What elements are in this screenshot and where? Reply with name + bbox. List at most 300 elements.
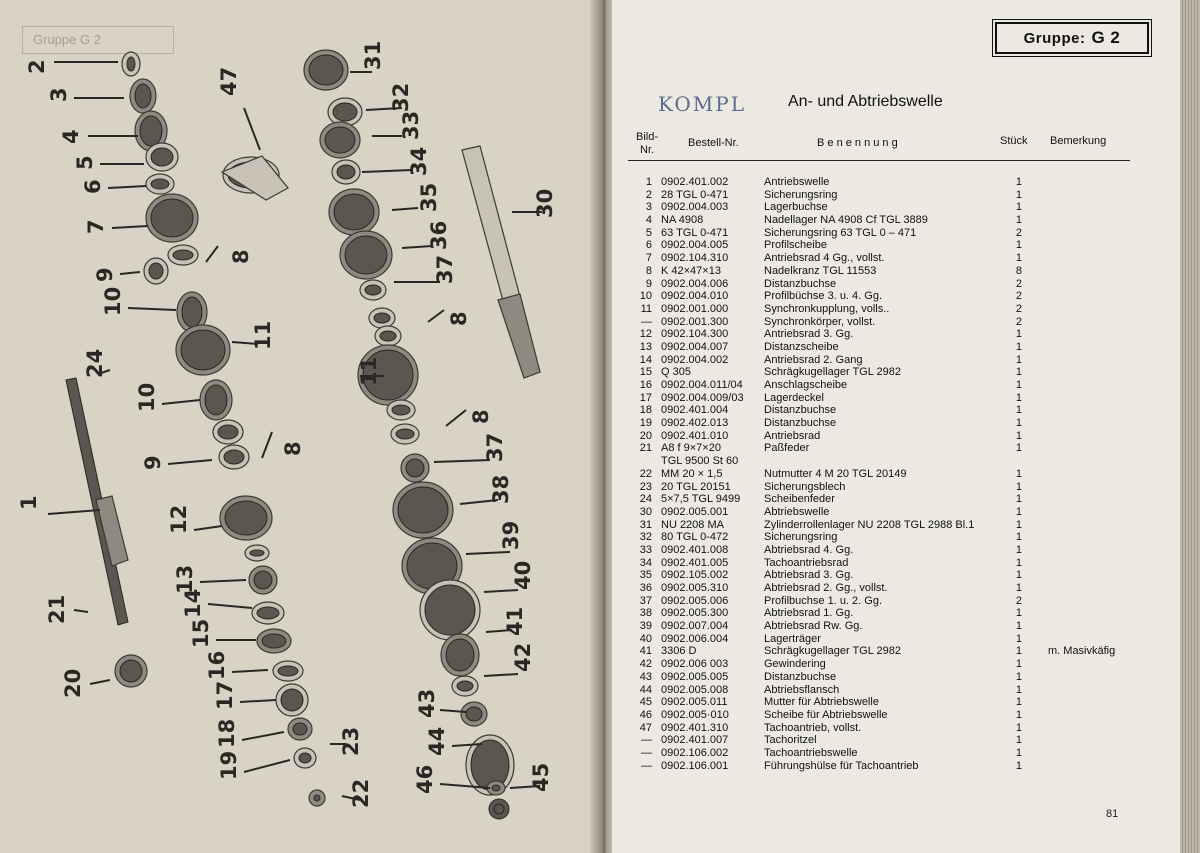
cell-order-nr: 0902.401.310: [661, 721, 729, 734]
part-bore: [120, 660, 142, 682]
callout-leader: [232, 670, 268, 672]
callout-leader: [434, 460, 490, 462]
cell-order-nr: 0902.004.009/03: [661, 391, 744, 404]
cell-qty: 1: [1015, 366, 1022, 379]
cell-name: Abtriebsrad 3. Gg.: [764, 569, 854, 582]
callout-label: 10: [135, 382, 159, 412]
callout-label: 21: [45, 594, 69, 624]
cell-qty: 1: [1015, 214, 1022, 227]
cell-order-nr: 0902.104.310: [661, 252, 729, 265]
cell-name: Abtriebsrad 1. Gg.: [764, 607, 854, 620]
cell-image-nr: 10: [639, 290, 652, 303]
part-bore: [205, 385, 227, 415]
cell-image-nr: —: [641, 315, 652, 328]
callout-label: 41: [503, 606, 527, 636]
cell-qty: 2: [1015, 277, 1022, 290]
cell-qty: 1: [1015, 239, 1022, 252]
callout-leader: [244, 760, 290, 772]
cell-name: Distanzscheibe: [764, 340, 839, 353]
cell-qty: 1: [1015, 429, 1022, 442]
cell-order-nr: 0902.005.300: [661, 607, 729, 620]
callout-label: 40: [511, 560, 535, 590]
cell-name: Antriebsrad 3. Gg.: [764, 328, 854, 341]
table-row: [628, 620, 1168, 633]
callout-label: 33: [399, 110, 423, 140]
cell-order-nr: 0902.005.001: [661, 505, 729, 518]
callout-label: 32: [389, 82, 413, 112]
cell-name: Führungshülse für Tachoantrieb: [764, 759, 919, 772]
part-bore: [151, 179, 169, 189]
cell-qty: 1: [1015, 379, 1022, 391]
column-header-image-nr: Bild- Nr.: [636, 131, 659, 156]
cell-qty: 1: [1015, 607, 1022, 620]
cell-image-nr: 1: [645, 176, 652, 188]
part-bore: [293, 723, 307, 735]
cell-name: Synchronkupplung, volls..: [764, 302, 890, 315]
cell-name: Nutmutter 4 M 20 TGL 20149: [764, 467, 907, 480]
callout-leader: [162, 400, 200, 404]
table-row: [628, 392, 1168, 405]
part-bore: [218, 425, 238, 439]
table-row: [628, 417, 1168, 430]
cell-image-nr: 3: [645, 201, 652, 214]
table-row: [628, 278, 1168, 291]
cell-qty: 1: [1015, 353, 1022, 366]
cell-image-nr: 45: [639, 696, 652, 709]
cell-name: Lagerdeckel: [764, 391, 824, 404]
callout-label: 47: [217, 66, 241, 96]
cell-name: Synchronkörper, vollst.: [764, 315, 876, 328]
callout-leader: [128, 308, 176, 310]
column-header-remark: Bemerkung: [1050, 135, 1107, 147]
cell-name: Abtriebsflansch: [764, 683, 840, 696]
cell-qty: 1: [1015, 417, 1022, 430]
cell-qty: 1: [1015, 505, 1022, 518]
table-row: [628, 239, 1168, 252]
callout-leader: [466, 552, 510, 554]
cell-order-nr: 0902.004.002: [661, 353, 729, 366]
cell-order-nr: 0902.005.005: [661, 670, 729, 683]
table-row: [628, 544, 1168, 557]
cell-order-nr: 0902.001.000: [661, 302, 729, 315]
table-row: [628, 303, 1168, 316]
column-header-order-nr: Bestell-Nr.: [688, 137, 739, 149]
handwritten-note: KOMPL: [658, 92, 747, 116]
cell-order-nr: 0902.401.004: [661, 404, 729, 417]
cell-image-nr: 22: [639, 467, 652, 480]
cell-image-nr: 4: [645, 214, 652, 227]
callout-label: 1: [17, 495, 41, 510]
callout-leader: [446, 410, 466, 426]
table-row: [628, 366, 1168, 379]
cell-order-nr: 0902.005·010: [661, 708, 729, 721]
callout-leader: [244, 108, 260, 150]
cell-name: Antriebsrad: [764, 429, 821, 442]
cell-image-nr: 2: [645, 188, 652, 201]
callout-leader: [392, 208, 418, 210]
left-page-exploded-drawing: [0, 0, 597, 853]
callout-leader: [108, 186, 146, 188]
cell-name: Abtriebsrad 2. Gg., vollst.: [764, 582, 888, 594]
cell-order-nr: NU 2208 MA: [661, 518, 724, 531]
cell-name: Distanzbuchse: [764, 277, 837, 290]
cell-order-nr: NA 4908: [661, 214, 704, 227]
cell-qty: 1: [1015, 582, 1022, 594]
table-row: [628, 176, 1168, 189]
callout-label: 37: [433, 254, 457, 284]
cell-qty: 1: [1015, 176, 1022, 188]
callout-label: 24: [83, 348, 107, 378]
callout-leader: [200, 580, 246, 582]
callout-label: 13: [173, 564, 197, 594]
part-bore: [151, 199, 193, 237]
header-rule: [628, 160, 1130, 161]
cell-image-nr: 13: [639, 340, 652, 353]
table-row: [628, 442, 1168, 455]
cell-qty: 2: [1015, 302, 1022, 315]
callout-label: 4: [59, 129, 83, 144]
cell-qty: 1: [1015, 328, 1022, 341]
cell-order-nr: 63 TGL 0-471: [661, 226, 729, 239]
callout-label: 11: [357, 356, 381, 386]
callout-leader: [206, 246, 218, 262]
callout-label: 10: [101, 286, 125, 316]
parts-table: [628, 176, 1168, 772]
table-row: [628, 328, 1168, 341]
callout-label: 39: [499, 520, 523, 550]
cell-order-nr: 0902.105.002: [661, 569, 729, 582]
part-bore: [135, 84, 151, 108]
callout-label: 18: [215, 718, 239, 748]
cell-qty: 1: [1015, 620, 1022, 633]
exploded-view-drawing: [0, 0, 597, 853]
part-bore: [333, 103, 357, 121]
cell-qty: 1: [1015, 480, 1022, 493]
cell-qty: 1: [1015, 391, 1022, 404]
right-page-parts-list: [612, 0, 1184, 853]
table-row: [628, 455, 1168, 468]
cell-name: Abtriebsrad 4. Gg.: [764, 543, 854, 556]
cell-order-nr: 0902.401.008: [661, 543, 729, 556]
page-block-edge: [1180, 0, 1200, 853]
cell-image-nr: 44: [639, 683, 652, 696]
cell-order-nr: 28 TGL 0-471: [661, 188, 729, 201]
callout-leader: [90, 680, 110, 684]
cell-order-nr: A8 f 9×7×20: [661, 442, 721, 455]
callout-label: 11: [251, 320, 275, 350]
cell-image-nr: 23: [639, 480, 652, 493]
cell-name: Lagerbuchse: [764, 201, 828, 214]
part-bore: [337, 165, 355, 179]
cell-image-nr: 33: [639, 543, 652, 556]
output-shaft-splines-illustration: [498, 294, 540, 378]
table-row: [628, 709, 1168, 722]
cell-qty: 1: [1015, 746, 1022, 759]
cell-order-nr: 0902.401.007: [661, 734, 729, 747]
cell-qty: 1: [1015, 442, 1022, 455]
cell-qty: 1: [1015, 201, 1022, 214]
callout-leader: [112, 226, 148, 228]
cell-qty: 1: [1015, 734, 1022, 747]
cell-qty: 1: [1015, 188, 1022, 201]
table-row: [628, 379, 1168, 392]
part-bore: [392, 405, 410, 415]
callout-leader: [362, 170, 412, 172]
cell-name: Mutter für Abtriebswelle: [764, 696, 879, 709]
table-row: [628, 252, 1168, 265]
cell-order-nr: 0902.106.002: [661, 746, 729, 759]
part-bore: [254, 571, 272, 589]
cell-order-nr: 0902.004.010: [661, 290, 729, 303]
cell-order-nr: TGL 9500 St 60: [661, 455, 739, 468]
callout-label: 43: [415, 688, 439, 718]
table-row: [628, 531, 1168, 544]
table-row: [628, 290, 1168, 303]
cell-name: Gewindering: [764, 658, 826, 671]
callout-label: 8: [281, 441, 305, 456]
cell-name: Antriebsrad 2. Gang: [764, 353, 863, 366]
part-bore: [262, 634, 286, 648]
table-row: [628, 582, 1168, 595]
cell-image-nr: 32: [639, 531, 652, 544]
cell-qty: 1: [1015, 670, 1022, 683]
callout-leader: [262, 432, 272, 458]
cell-order-nr: 0902.004.011/04: [661, 379, 743, 391]
cell-qty: 1: [1015, 569, 1022, 582]
part-bore: [492, 785, 500, 791]
table-row: [628, 265, 1168, 278]
cell-image-nr: 37: [639, 594, 652, 607]
table-row: [628, 671, 1168, 684]
part-bore: [257, 607, 279, 619]
part-bore: [278, 666, 298, 676]
cell-qty: 2: [1015, 594, 1022, 607]
cell-name: Distanzbuchse: [764, 404, 837, 417]
table-row: [628, 506, 1168, 519]
cell-remark: m. Masivkäfig: [1048, 645, 1116, 658]
callout-leader: [74, 610, 88, 612]
table-row: [628, 595, 1168, 608]
table-row: [628, 519, 1168, 532]
table-row: [628, 747, 1168, 760]
cell-name: Schrägkugellager TGL 2982: [764, 645, 901, 658]
cell-order-nr: 0902.104.300: [661, 328, 729, 341]
cell-name: Zylinderrollenlager NU 2208 TGL 2988 Bl.1: [764, 518, 975, 531]
cell-qty: 1: [1015, 645, 1022, 658]
table-row: [628, 341, 1168, 354]
cell-image-nr: 16: [639, 379, 652, 391]
cell-image-nr: 14: [639, 353, 652, 366]
part-bore: [224, 450, 244, 464]
callout-label: 30: [533, 188, 557, 218]
cell-image-nr: 12: [639, 328, 652, 341]
cell-name: Lagerträger: [764, 632, 821, 645]
callout-label: 6: [81, 179, 105, 194]
callout-label: 15: [189, 618, 213, 648]
cell-order-nr: 0902.106.001: [661, 759, 729, 772]
table-row: [628, 468, 1168, 481]
cell-name: Distanzbuchse: [764, 670, 837, 683]
cell-image-nr: 30: [639, 505, 652, 518]
table-row: [628, 354, 1168, 367]
table-row: [628, 430, 1168, 443]
cell-order-nr: Q 305: [661, 366, 691, 379]
callout-label: 3: [47, 87, 71, 102]
cell-name: Tachoantriebsrad: [764, 556, 849, 569]
cell-image-nr: 39: [639, 620, 652, 633]
part-bore: [299, 753, 311, 763]
cell-order-nr: 0902.006 003: [661, 658, 729, 671]
callout-label: 44: [425, 726, 449, 756]
cell-qty: 1: [1015, 556, 1022, 569]
part-bore: [466, 707, 482, 721]
callout-label: 8: [229, 249, 253, 264]
group-code: G 2: [1091, 28, 1121, 47]
part-bore: [281, 689, 303, 711]
callout-leader: [428, 310, 444, 322]
part-bore: [365, 285, 381, 295]
cell-order-nr: 0902.004.003: [661, 201, 729, 214]
part-bore: [225, 501, 267, 535]
cell-order-nr: 0902.401.010: [661, 429, 729, 442]
part-bore: [250, 550, 264, 556]
cell-order-nr: 3306 D: [661, 645, 697, 658]
cell-name: Tachoantriebswelle: [764, 746, 858, 759]
cell-name: Scheibe für Abtriebswelle: [764, 708, 888, 721]
cell-image-nr: 19: [639, 417, 652, 430]
callout-label: 8: [447, 311, 471, 326]
cell-image-nr: 34: [639, 556, 652, 569]
part-bore: [140, 116, 162, 146]
table-row: [628, 734, 1168, 747]
group-label-box: [995, 22, 1149, 54]
part-bore: [182, 297, 202, 327]
cell-image-nr: 42: [639, 658, 652, 671]
cell-order-nr: 0902.005.008: [661, 683, 729, 696]
cell-qty: 2: [1015, 226, 1022, 239]
cell-order-nr: 0902.001.300: [661, 315, 729, 328]
callout-label: 16: [205, 650, 229, 680]
cell-qty: 1: [1015, 252, 1022, 265]
table-row: [628, 214, 1168, 227]
table-row: [628, 607, 1168, 620]
cell-name: Sicherungsring: [764, 531, 838, 544]
part-bore: [127, 57, 135, 71]
cell-order-nr: 0902.005.310: [661, 582, 729, 594]
callout-label: 45: [529, 762, 553, 792]
group-label: Gruppe:: [1023, 30, 1086, 47]
cell-order-nr: 20 TGL 20151: [661, 480, 731, 493]
table-row: [628, 645, 1168, 658]
callout-label: 22: [349, 778, 373, 808]
cell-name: Distanzbuchse: [764, 417, 837, 430]
cell-qty: 1: [1015, 708, 1022, 721]
table-row: [628, 557, 1168, 570]
part-bore: [181, 330, 225, 370]
cell-qty: 2: [1015, 290, 1022, 303]
callout-label: 7: [84, 219, 108, 234]
cell-image-nr: 8: [645, 264, 652, 277]
cell-qty: 1: [1015, 543, 1022, 556]
cell-image-nr: —: [641, 759, 652, 772]
cell-order-nr: 80 TGL 0-472: [661, 531, 729, 544]
cell-image-nr: 20: [639, 429, 652, 442]
part-bore: [309, 55, 343, 85]
cell-order-nr: 5×7,5 TGL 9499: [661, 493, 741, 506]
cell-name: Tachoantrieb, vollst.: [764, 721, 862, 734]
cell-name: Anschlagscheibe: [764, 379, 848, 391]
part-bore: [457, 681, 473, 691]
cell-qty: 1: [1015, 696, 1022, 709]
part-bore: [374, 313, 390, 323]
cell-order-nr: 0902.004.007: [661, 340, 729, 353]
cell-qty: 1: [1015, 658, 1022, 671]
callout-leader: [242, 732, 284, 740]
table-row: [628, 201, 1168, 214]
callout-label: 23: [339, 726, 363, 756]
cell-image-nr: 5: [645, 226, 652, 239]
part-bore: [398, 487, 448, 533]
cell-qty: 8: [1015, 264, 1022, 277]
cell-image-nr: 18: [639, 404, 652, 417]
column-header-name: B e n e n n u n g: [817, 137, 898, 149]
cell-image-nr: 24: [639, 493, 652, 506]
cell-name: Paßfeder: [764, 442, 810, 455]
cell-image-nr: 47: [639, 721, 652, 734]
cell-order-nr: 0902.004.006: [661, 277, 729, 290]
callout-label: 31: [361, 40, 385, 70]
cell-image-nr: 31: [639, 518, 652, 531]
table-row: [628, 569, 1168, 582]
cell-image-nr: 38: [639, 607, 652, 620]
cell-image-nr: 7: [645, 252, 652, 265]
callout-label: 34: [407, 146, 431, 176]
table-row: [628, 696, 1168, 709]
cell-name: Nadellager NA 4908 Cf TGL 3889: [764, 214, 928, 227]
callout-label: 9: [93, 267, 117, 282]
table-row: [628, 316, 1168, 329]
part-bore: [334, 194, 374, 230]
callout-label: 5: [73, 155, 97, 170]
cell-name: Schrägkugellager TGL 2982: [764, 366, 901, 379]
cell-name: Scheibenfeder: [764, 493, 835, 506]
part-bore: [325, 127, 355, 153]
callout-label: 12: [167, 504, 191, 534]
cell-image-nr: 46: [639, 708, 652, 721]
cell-qty: 1: [1015, 493, 1022, 506]
callout-leader: [194, 526, 222, 530]
table-row: [628, 189, 1168, 202]
cell-name: Profilbuchse 1. u. 2. Gg.: [764, 594, 883, 607]
cell-qty: 1: [1015, 683, 1022, 696]
cell-name: Sicherungsblech: [764, 480, 846, 493]
cell-qty: 1: [1015, 467, 1022, 480]
callout-leader: [120, 272, 140, 274]
cell-name: Antriebswelle: [764, 176, 830, 188]
cell-name: Abtriebsrad Rw. Gg.: [764, 620, 863, 633]
part-bore: [446, 639, 474, 671]
part-bore: [494, 804, 504, 814]
figure-stamp: Gruppe G 2: [22, 26, 174, 54]
table-row: [628, 658, 1168, 671]
table-row: [628, 722, 1168, 735]
cell-order-nr: 0902.402.013: [661, 417, 729, 430]
cell-image-nr: 40: [639, 632, 652, 645]
page-number: 81: [1106, 808, 1119, 820]
cell-name: Abtriebswelle: [764, 505, 830, 518]
table-row: [628, 760, 1168, 773]
cell-qty: 1: [1015, 518, 1022, 531]
